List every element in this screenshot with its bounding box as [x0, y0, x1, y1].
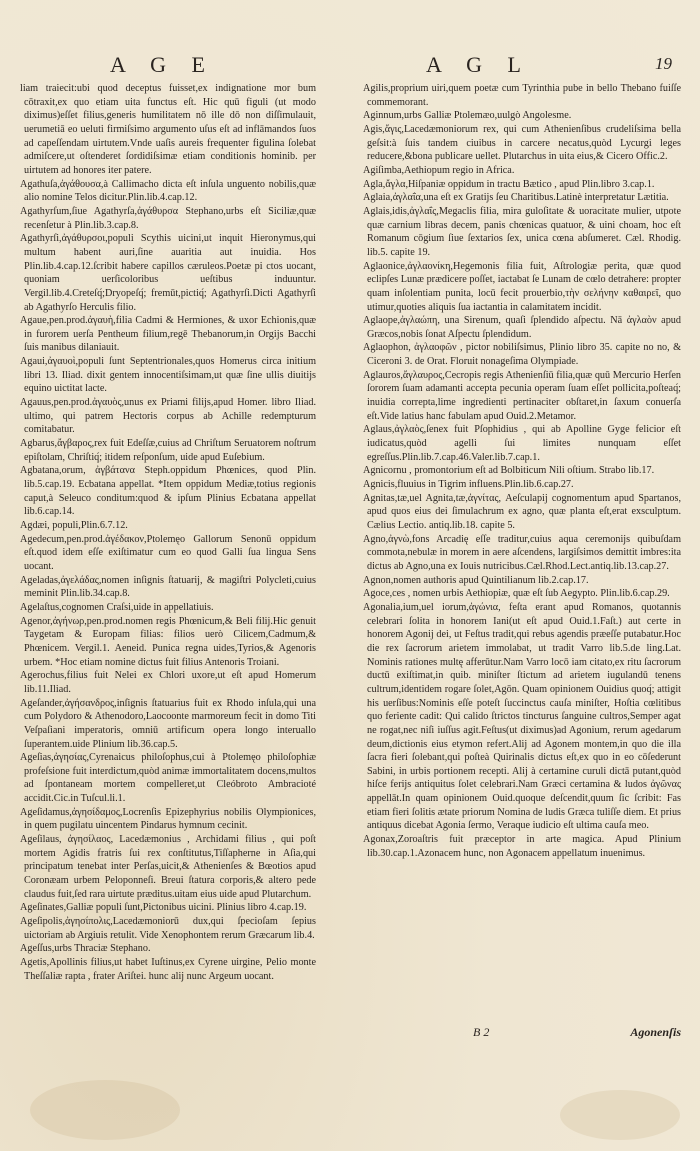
- paper-stain: [30, 1080, 180, 1140]
- dictionary-entry: Agauus,pen.prod.ἀγαυὸς,unus ex Priami filijs,apud Homer. libro Iliad. ultimo, qui patrem Hectoris corpus ab Achille redempturum comitabatur.: [20, 397, 316, 436]
- dictionary-entry: Agaui,ἀγαυοὶ,populi ſunt Septentrionales,quos Homerus circa initium libri 13. Iliad. dixit gentem innocentiſsimam,ut quæ ſine ullis diuitijs equino uictitat lacte.: [20, 356, 316, 395]
- right-running-head: A G L: [426, 52, 531, 77]
- dictionary-entry: liam traiecit:ubi quod deceptus fuisset,ex indignatione mor bum cōtraxit,ex quo etiam uita functus eſt. Hic quū figuli (ut modo diximus)eſſet filius,generis humilitatem nō ille dō non diſſimulauit, uerumetiā eo ueluti firmiſsimo argumento uſus eſt ad inflāmandos ſuos ad capeſſendam uirtutem.Vnde uaſis aureis frequenter figulina ſolebat admiſcere,ut oſtenderet ſordidiſsimæ etiam conditionis hominib. per uirtutem ad honores iter patere.: [20, 83, 316, 176]
- dictionary-entry: Agonax,Zoroaſtris fuit præceptor in arte magica. Apud Plinium lib.30.cap.1.Azonacem hunc, non Agonacem appellatum inuenimus.: [363, 834, 681, 859]
- dictionary-entry: Agetis,Apollinis filius,ut habet Iuſtinus,ex Cyrene uirgine, Pelio monte Theſſaliæ rapta , frater Ariſtei. hunc alij nunc Argeum uocant.: [20, 957, 316, 982]
- dictionary-entry: Agelaſtus,cognomen Craſsi,uide in appellatiuis.: [20, 601, 214, 613]
- left-running-head: A G E: [110, 52, 215, 77]
- dictionary-entry: Ageſias,ἀγησίας,Cyrenaicus philoſophus,cui à Ptolemęo philoſophiæ profeſsione fuit interdictum,quòd animæ immortalitatem docens,multos ad ſpontaneam mortem compelleret,ut Cleóbroto Ambracioté accidit.Cic.in Tuſcul.li.1.: [20, 752, 316, 805]
- dictionary-entry: Agerochus,filius fuit Nelei ex Chlori uxore,ut eſt apud Homerum lib.11.Iliad.: [20, 670, 316, 695]
- right-column: [363, 82, 681, 860]
- dictionary-entry: Agenor,ἀγήνωρ,pen.prod.nomen regis Phœnicum,& Beli filij.Hic genuit Taygetam & Europam filias: filios uerò Cilicem,Cadmum,& Phœnicem. Vergil.1. Aeneid. Punica regna uides,Tyrios,& Agenoris urbem. *Hoc etiam nomine dictus fuit filius Antenoris Troiani.: [20, 615, 316, 668]
- left-column: [20, 82, 316, 983]
- dictionary-entry: Agonalia,ium,uel iorum,ἀγώνια, feſta erant apud Romanos, quotannis celebrari ſolita in honorem Iani(ut eſt apud Ouid.1.Faſt.) aut certe in honorem Agonij dei, ut Feſtus tradit,qui rebus agendis præeſſe putabatur.Hoc die rex ſacrorum arietem immolabat, ut tradit Varro lib.5.de ling.Lat. Nominis rationes multę afferūtur.Nam Varro locō iam citato,ex ritu ſacrorum ductū exiſtimat,in quib. miniſter ſtictum ad arietem iugulandū tenens cultrum,identidem rogare ſolet,Agōn. Quam opinionem Ouidius quoq́; attigit his uerſibus:Nominis eſſe poteſt ſuccinctus cauſa miniſter, Hoſtia cœlitibus quo feriente cadit: Qui calido ſtrictos tincturus ſanguine cultros,Semper agat ne rogat,nec niſi iuſſus agit.Feſtus(ut diximus)ad Agonium, rerum agedarum deum,dictionis eius etymon refert.Alij ad Agonem montem,in quo die illa ſacra fieri ſolebant,qui poſteà Quirinalis dictus eſt,ex quo in eo cōſederunt Sabini, in urbis portionem recepti. Alij à certamine curuli dictā putant,quòd hiſce ferijs antiquitus ſolet celebrari.Nam Græci certamina & ludos ἀγῶνας appellāt.In quam opinionem Ouid.quoque deſcendit,quum ſic ſcribit: Fas etiam fieri ſolitis ætate priorum Nomina de ludis Græca tuliſſe diem. Et prius antiquus dicebat Agonia ſermo, Veraque iudicio eſt ultima cauſa meo.: [363, 601, 681, 832]
- dictionary-entry: Agathyrſum,ſiue Agathyrſa,ἀγάθυρσα Stephano,urbs eſt Siciliæ,quæ recenſetur à Plin.lib.3.cap.8.: [20, 205, 316, 231]
- running-header: [18, 52, 678, 82]
- dictionary-entry: Ageſidamus,ἀγησίδαμος,Locrenſis Epizephyrius nobilis Olympionices, in quem pugilatu uincentem Pindarus hymnum cecinit.: [20, 806, 316, 832]
- dictionary-entry: Agiſimba,Aethiopum regio in Africa.: [363, 164, 515, 176]
- dictionary-entry: Aglaus,ἀγλαὸς,ſenex fuit Pſophidius , qui ab Apolline Gyge felicior eſt iudicatus,quòd agelli ſui limites nunquam eſſet egreſſus.Plin.lib.7.cap.46.Valer.lib.7.cap.1.: [363, 424, 681, 463]
- paper-stain: [560, 1090, 680, 1140]
- dictionary-entry: Agdæi, populi,Plin.6.7.12.: [20, 520, 128, 531]
- dictionary-entry: Ageſinates,Galliæ populi ſunt,Pictonibus uicini. Plinius libro 4.cap.19.: [20, 902, 307, 914]
- dictionary-entry: Aglaophon, ἀγλαοφῶν , pictor nobiliſsimus, Plinio libro 35. capite no no, & Ciceroni 3. de Orat. Floruit nonageſima Olympiade.: [363, 342, 681, 368]
- dictionary-entry: Agla,ἄγλα,Hiſpaniæ oppidum in tractu Bætico , apud Plin.libro 3.cap.1.: [363, 178, 655, 190]
- dictionary-entry: Agoce,ces , nomen urbis Aethiopiæ, quæ eſt ſub Aegypto. Plin.lib.6.cap.29.: [363, 588, 670, 600]
- dictionary-entry: Agnicornu , promontorium eſt ad Bolbiticum Nili oſtium. Strabo lib.17.: [363, 465, 655, 477]
- page-number: 19: [655, 54, 672, 73]
- page-footer: [363, 1025, 681, 1045]
- dictionary-entry: Aginnum,urbs Galliæ Ptolemæo,uulgò Angolesme.: [363, 110, 572, 122]
- dictionary-entry: Agathyrſi,ἀγάθυρσοι,populi Scythis uicini,ut inquit Hieronymus,qui multum habent auri,ſine auaritia aut inuidia. Hos Plin.lib.4.cap.12.ſcribit habere capillos cæruleos.Poetæ pi ctos uocant, quoniam uerſicoloribus ueſtibus induuntur. Vergil.lib.4.Creteſq́;Dryopeſq́; fremūt,pictiq́; Agathyrſi.Dicti Agathyrſi ab Agathyrſo Herculis filio.: [20, 233, 316, 313]
- signature-mark: B 2: [473, 1025, 490, 1039]
- dictionary-entry: Agnitas,tæ,uel Agnita,tæ,ἀγνίτας, Aeſculapij cognomentum apud Spartanos, apud quos eius dei ſimulachrum ex agno, quæ planta eſt,erat exsculptum. Cælius Lectio. antiq.lib.18. capite 5.: [363, 492, 681, 531]
- dictionary-entry: Agaue,pen.prod.ἀγαυὴ,filia Cadmi & Hermiones, & uxor Echionis,quæ in furorem uerſa Pentheum filium,regē Thebanorum,in Orgijs Bacchi ſuis manibus dilaniauit.: [20, 315, 316, 354]
- dictionary-entry: Aglaope,ἀγλαώπη, una Sirenum, quaſi ſplendido aſpectu. Nā ἀγλαὸν apud Græcos,nobis ſonat Aſpectu ſplendidum.: [363, 315, 681, 340]
- dictionary-entry: Agbatana,orum, ἀγβάτανα Steph.oppidum Phœnices, quod Plin. lib.5.cap.19. Ecbatana appellat. *Item oppidum Mediæ,totius regionis caput,à Seleuco conditum:quod & ipſum Plinius Ecbatana appellat lib.6.cap.14.: [20, 465, 316, 518]
- dictionary-entry: Aglaia,ἀγλαΐα,una eſt ex Gratijs ſeu Charitibus.Latinè interpretatur Lætitia.: [363, 192, 669, 204]
- dictionary-entry: Agnon,nomen authoris apud Quintilianum lib.2.cap.17.: [363, 574, 589, 586]
- dictionary-entry: Agilis,proprium uiri,quem poetæ cum Tyrinthia pube in bello Thebano fuiſſe commemorant.: [363, 83, 681, 108]
- dictionary-entry: Aglais,idis,ἀγλαΐς,Megaclis filia, mira guloſitate & uoracitate mulier, utpote quæ carnium libras decem, panis chœnicas quatuor, & uini choam, hoc eſt Romanum cōgium ſiue ſextarios ſex, unica cœna abſumeret. Cæl. Rhodig. lib.5. capite 19.: [363, 205, 681, 258]
- dictionary-entry: Aglauros,ἄγλαυρος,Cecropis regis Athenienſiū filia,quæ quū Mercurio Herſen ſororem ſuam adamanti accepta pecunia operam ſuam eſſet pollicita,poſteaq́; inuidia correpta,lime ingredienti pertinaciter obſtaret,in ſaxum conuerſa eſt.Vide latius hanc fabulam apud Ouid.2.Metamor.: [363, 369, 681, 422]
- dictionary-entry: Ageſander,ἀγήσανδρος,inſignis ſtatuarius fuit ex Rhodo inſula,qui una cum Polydoro & Athenodoro,Laocoonte marmoreum fecit in domo Titi Veſpaſiani imperatoris, omniū artificum opera longo interuallo ſuperantem.uide Plinium lib.36.cap.5.: [20, 697, 316, 750]
- dictionary-entry: Ageſipolis,ἀγησίπολις,Lacedæmoniorū dux,qui ſpecioſam ſepius uictoriam ab Argiuis retulit. Vide Xenophontem rerum Græcarum lib.4.: [20, 916, 316, 941]
- dictionary-entry: Ageſilaus, ἀγησίλαος, Lacedæmonius , Archidami filius , qui poſt mortem Agidis fratris ſui rex conſtitutus,Tiſſapherne in Aſia,qui principatum tenebat inter Perſas,uicit,& Athenienſes & Bœotios apud Coronæam urbem Peloponneſi. Breui ſtatura corporis,& altero pede claudus fuit,ſed rara uirtute præditus.uitam eius uide apud Plutarchum.: [20, 834, 316, 900]
- dictionary-entry: Agno,ἀγνὼ,fons Arcadię eſſe traditur,cuius aqua ceremonijs quibuſdam commota,nebulæ in morem in aere aſcendens, largiſsimos demittit imbres:ita dictus ab Agno,una ex Iouis nutricibus.Cæl.Rhod.Lect.antiq.lib.13.cap.27.: [363, 533, 681, 572]
- dictionary-entry: Agathuſa,ἀγάθουσα,à Callimacho dicta eſt inſula unguento nobilis,quæ alio nomine Telos dicitur.Plin.lib.4.cap.12.: [20, 178, 316, 204]
- dictionary-entry: Agis,ἄγις,Lacedæmoniorum rex, qui cum Athenienſibus crudeliſsima bella geſsit:à ſuis tandem ciuibus in carcere necatus,quòd Lycurgi leges reducere,&bona publicare uellet. Plutarchus in uita eius,& Cicero Offic.2.: [363, 123, 681, 163]
- dictionary-entry: Agedecum,pen.prod.ἀγέδακον,Ptolemęo Gallorum Senonū oppidum eſt.quod idem eſſe exiſtimatur cum eo quod Galli ſua lingua Sens uocant.: [20, 533, 316, 572]
- dictionary-entry: Agbarus,ἄγβαρος,rex fuit Edeſſæ,cuius ad Chriſtum Seruatorem noſtrum epiſtolam, Chriſtiq́; itidem reſponſum, uide apud Euſebium.: [20, 438, 316, 463]
- dictionary-entry: Ageladas,ἀγελάδας,nomen inſignis ſtatuarij, & magiſtri Polycleti,cuius meminit Plin.lib.34.cap.8.: [20, 574, 316, 600]
- catchword: Agonenſis: [630, 1025, 681, 1039]
- dictionary-entry: Ageſſus,urbs Thraciæ Stephano.: [20, 943, 151, 955]
- dictionary-entry: Agnicis,fluuius in Tigrim influens.Plin.lib.6.cap.27.: [363, 479, 574, 491]
- dictionary-entry: Aglaonice,ἀγλαονίκη,Hegemonis filia fuit, Aſtrologiæ perita, quæ quod eclipſes Lunæ prædicere poſſet, iactabat ſe Lunam de cœlo detrahere: propter quam inſolentiam punita, locū fecit prouerbio,τὴν σελήνην καθαιρεῖ, quo utimur,quoties aliquis ſua iactantia in calamitatem incidit.: [363, 260, 681, 313]
